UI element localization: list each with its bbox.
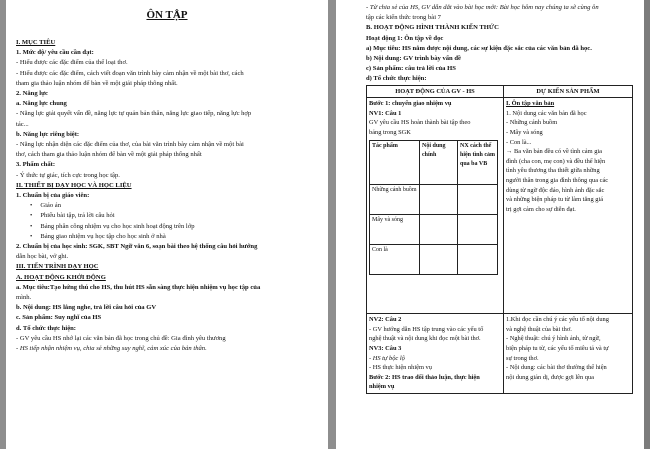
cell-line: - HS thực hiện nhiệm vụ	[369, 364, 432, 372]
text-line: mình.	[16, 294, 32, 302]
table-header-product: DỰ KIẾN SẢN PHẨM	[504, 85, 633, 98]
step-1-label: Bước 1: chuyển giao nhiệm vụ	[369, 100, 452, 108]
cell-line: tình yêu thương tha thiết giữa những	[506, 167, 600, 175]
exercise-table	[369, 140, 498, 275]
cell-line: - GV hướng dẫn HS tập trung vào các yếu tố	[369, 325, 484, 333]
text-line: b) Nội dung: GV trình bày vấn đề	[366, 55, 461, 63]
page-2-intro	[366, 3, 635, 85]
cell-line: 1.Khi đọc cần chú ý các yếu tố nội dung	[506, 316, 609, 324]
cell-line: Bước 2: HS trao đổi thảo luận, thực hiện	[369, 373, 480, 381]
cell-line: NV3: Câu 3	[369, 345, 402, 352]
text-line: d) Tổ chức thực hiện:	[366, 75, 427, 83]
cell-line: - Con là...	[506, 138, 532, 146]
page-2	[336, 0, 644, 449]
text-line: 3. Phẩm chất:	[16, 161, 56, 169]
exercise-row-work: Những cánh buồm	[370, 184, 420, 214]
text-line: I. MỤC TIÊU	[16, 39, 56, 46]
text-line: 2. Năng lực	[16, 90, 48, 98]
vertical-scrollbar[interactable]	[644, 0, 650, 449]
table-cell-product-2	[504, 314, 633, 394]
text-line: - Từ chia sẻ của HS, GV dẫn dắt vào bài học mới: Bài học hôm nay chúng ta sẽ cùng ôn	[366, 4, 599, 11]
exercise-cell	[420, 214, 458, 244]
exercise-cell	[420, 184, 458, 214]
text-line: b. Nội dung: HS lắng nghe, trả lời câu hỏi của GV	[16, 304, 157, 312]
cell-line: dùng từ ngữ độc đáo, hình ảnh đặc sắc	[506, 186, 605, 194]
table-cell-task-2	[367, 314, 504, 394]
text-line: dẫn học bài, vở ghi.	[16, 253, 69, 261]
exercise-cell	[458, 184, 498, 214]
nv1-instruction: GV yêu cầu HS hoàn thành bài tập theo	[369, 119, 471, 127]
exercise-row-work: Con là	[370, 244, 420, 274]
text-line: • Phiếu bài tập, trả lời câu hỏi	[16, 211, 318, 221]
cell-line: và những biện pháp tu từ làm tăng giá	[506, 196, 604, 204]
text-line: - Năng lực nhận diện các đặc điểm của thơ, của bài văn trình bày cảm nhận về một bài	[16, 141, 244, 149]
cell-line: sự trong thơ.	[506, 354, 539, 362]
text-line: tham gia thảo luận nhóm để bàn về một giải pháp thông nhất.	[16, 79, 178, 87]
page-1-body	[16, 38, 318, 354]
cell-line: đình (cha con, mẹ con) và đều thể hiện	[506, 157, 606, 165]
exercise-cell	[420, 244, 458, 274]
text-line: 2. Chuẩn bị của học sinh: SGK, SBT Ngữ văn 6, soạn bài theo hệ thống câu hỏi hướng	[16, 243, 258, 251]
table-header-activity: HOẠT ĐỘNG CỦA GV - HS	[367, 85, 504, 98]
cell-line: NV2: Câu 2	[369, 316, 402, 324]
cell-line: I. Ôn tập văn bản	[506, 100, 555, 108]
cell-line: 1. Nội dung các văn bản đã học	[506, 109, 587, 117]
cell-line: nghệ thuật và nội dung khi đọc một bài thơ.	[369, 335, 481, 343]
lesson-table	[366, 85, 633, 394]
text-line: • Bảng giao nhiệm vụ học tập cho học sinh ở nhà	[16, 232, 318, 242]
text-line: a. Mục tiêu:Tạo hứng thú cho HS, thu hút HS sẵn sàng thực hiện nhiệm vụ học tập của	[16, 283, 261, 291]
text-line: tập các kiến thức trong bài 7	[366, 14, 441, 22]
cell-line: nhiệm vụ	[369, 383, 395, 391]
exercise-cell	[458, 214, 498, 244]
page-title: ÔN TẬP	[146, 9, 188, 21]
text-line: • Giáo án	[16, 201, 318, 211]
cell-line: - Nội dung: các bài thơ thường thể hiện	[506, 364, 607, 372]
text-line: A. HOẠT ĐỘNG KHỞI ĐỘNG	[16, 273, 106, 281]
table-cell-product-1	[504, 98, 633, 314]
text-line: d. Tổ chức thực hiện:	[16, 324, 76, 332]
text-line: - GV yêu cầu HS nhớ lại các văn bản đã học trong chủ đề: Gia đình yêu thương	[16, 334, 226, 342]
text-line: c) Sản phẩm: câu trả lời của HS	[366, 65, 456, 73]
text-line: - Ý thức tự giác, tích cực trong học tập.	[16, 171, 120, 179]
exercise-cell	[458, 244, 498, 274]
cell-line: và nghệ thuật của bài thơ.	[506, 325, 572, 333]
text-line: • Bảng phân công nhiệm vụ cho học sinh hoạt động trên lớp	[16, 222, 318, 232]
text-line: - Năng lực giải quyết vấn đề, năng lực tự quản bản thân, năng lực giao tiếp, năng lực hợp	[16, 110, 252, 118]
text-line: III. TIẾN TRÌNH DẠY HỌC	[16, 263, 99, 271]
cell-line: người thân trong gia đình thông qua các	[506, 176, 609, 184]
cell-line: - Nghệ thuật: chú ý hình ảnh, từ ngữ,	[506, 335, 601, 343]
text-line: 1. Mức độ/ yêu cầu cần đạt:	[16, 49, 94, 57]
exercise-row-work: Mây và sóng	[370, 214, 420, 244]
exercise-header-work: Tác phẩm	[370, 140, 420, 184]
cell-line: trị gợi cảm cho sự diễn đạt.	[506, 205, 576, 213]
text-line: thơ, cách tham gia thảo luận nhóm để bàn về một giải pháp thống nhất	[16, 151, 202, 159]
nv1-instruction-cont: bảng trong SGK	[369, 129, 411, 136]
nv1-label: NV1: Câu 1	[369, 109, 402, 117]
text-line: - Hiểu được các đặc điểm, cách viết đoạn văn trình bày cảm nhận về một bài thơ, cách	[16, 69, 244, 77]
exercise-header-content: Nội dung chính	[420, 140, 458, 184]
text-line: tác...	[16, 120, 29, 128]
text-line: a) Mục tiêu: HS nắm được nội dung, các sự kiện đặc sắc của các văn bản đã học.	[366, 44, 592, 52]
cell-line: biện pháp tu từ, các yếu tố miêu tả và tự	[506, 345, 609, 352]
cell-line: → Ba văn bản đều có về tình cảm gia	[506, 148, 603, 156]
text-line: b. Năng lực riêng biệt:	[16, 130, 80, 138]
cell-line: - Những cánh buồm	[506, 119, 558, 127]
text-line: Hoạt động 1: Ôn tập về đọc	[366, 34, 444, 42]
cell-line: - Mây và sóng	[506, 129, 543, 136]
text-line: - HS tiếp nhận nhiệm vụ, chia sẻ những suy nghĩ, cảm xúc của bản thân.	[16, 345, 207, 353]
text-line: a. Năng lực chung	[16, 100, 67, 108]
table-cell-task-1	[367, 98, 504, 314]
text-line: c. Sản phẩm: Suy nghĩ của HS	[16, 314, 102, 322]
exercise-header-expression: NX cách thể hiện tình cảm qua ba VB	[458, 140, 498, 184]
text-line: B. HOẠT ĐỘNG HÌNH THÀNH KIẾN THỨC	[366, 24, 499, 32]
text-line: - Hiểu được các đặc điểm của thể loại thơ.	[16, 59, 128, 67]
text-line: 1. Chuẩn bị của giáo viên:	[16, 192, 90, 200]
cell-line: - HS tự bộc lộ	[369, 354, 405, 362]
text-line: II. THIẾT BỊ DẠY HỌC VÀ HỌC LIỆU	[16, 181, 132, 189]
cell-line: nội dung giản dị, được gợi lên qua	[506, 373, 594, 381]
page-1	[6, 0, 328, 449]
